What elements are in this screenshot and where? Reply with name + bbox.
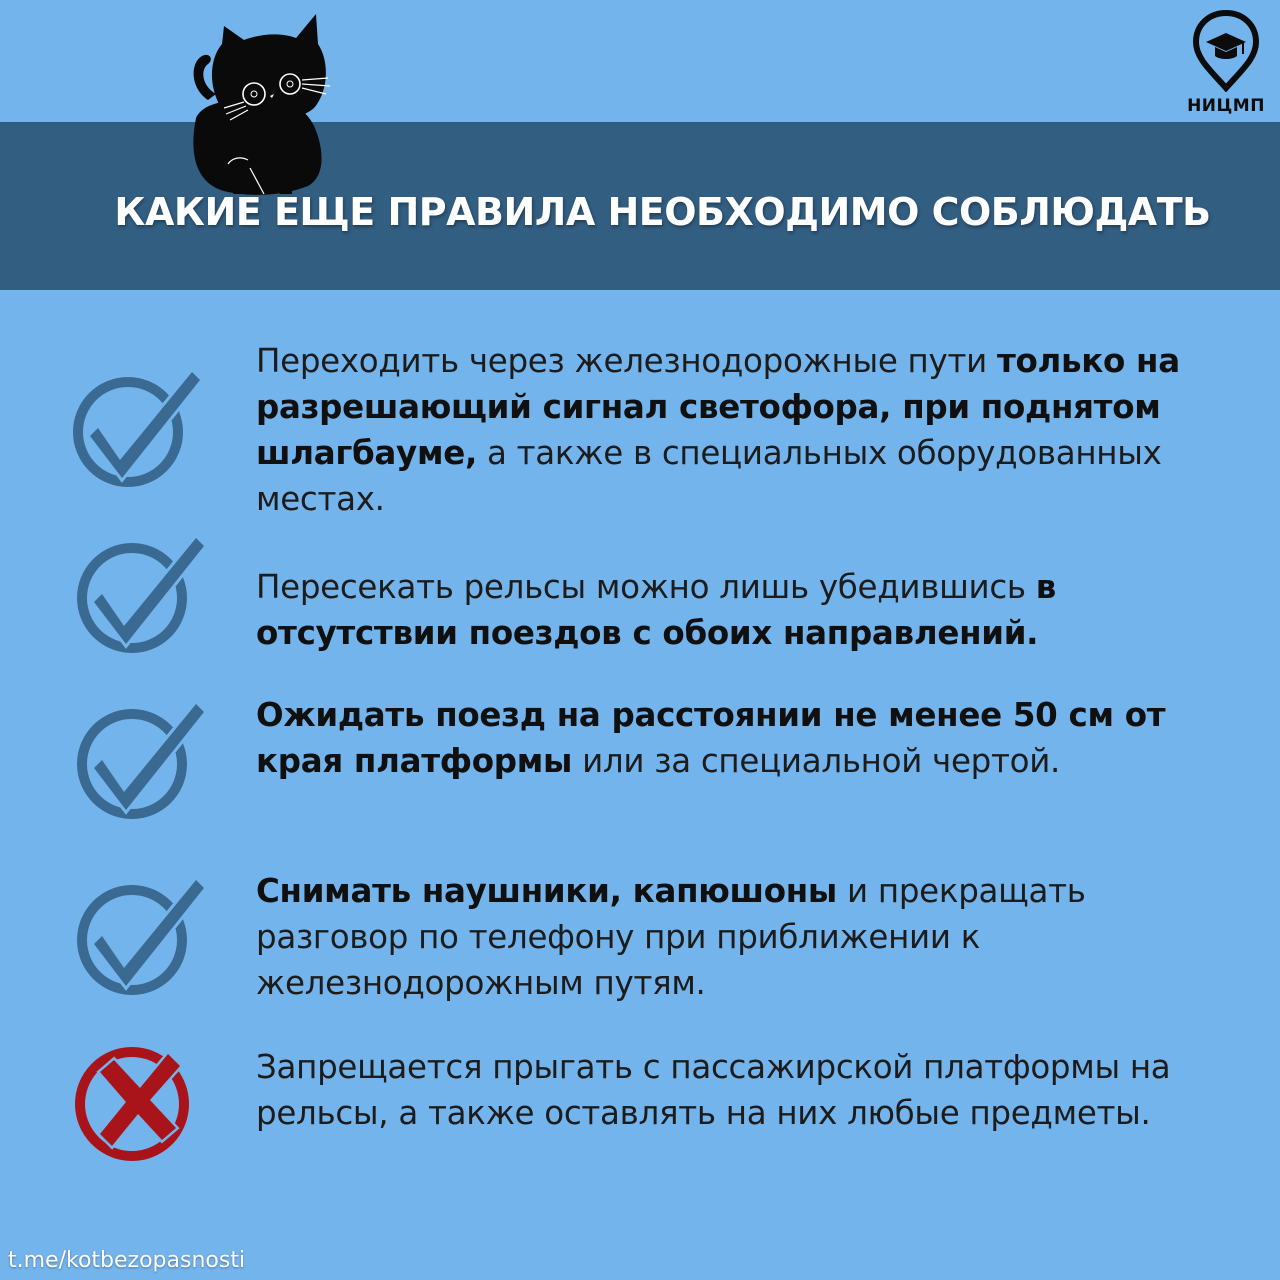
nicmp-logo	[1178, 8, 1274, 114]
rule-3-text	[256, 692, 1236, 784]
graduation-cap-map-pin-icon	[1188, 8, 1264, 92]
black-cat-icon	[168, 8, 340, 198]
rule-2-text	[256, 564, 1236, 656]
rule-5-text	[256, 1044, 1236, 1136]
rule-1-text	[256, 338, 1236, 522]
cross-icon	[68, 1036, 208, 1176]
telegram-link[interactable]: t.me/kotbezopasnosti	[8, 1248, 246, 1273]
logo-text: НИЦМП	[1187, 96, 1265, 116]
rule-text-regular: и прекращать разговор по телефону при приближении к железнодорожным путям.	[256, 872, 1086, 1002]
rule-text-bold: только на разрешающий сигнал светофора, при поднятом шлагбауме,	[256, 342, 1180, 472]
rule-text-regular: Запрещается прыгать с пассажирской платформы на рельсы, а также оставлять на них любые предметы.	[256, 1048, 1171, 1132]
rule-text-bold: Ожидать поезд на расстоянии не менее 50 см от края платформы	[256, 696, 1166, 780]
check-icon	[68, 364, 208, 504]
rule-4-text	[256, 868, 1236, 1006]
rule-text-bold: Снимать наушники, капюшоны	[256, 872, 838, 910]
rule-text-regular: Пересекать рельсы можно лишь убедившись	[256, 568, 1036, 606]
rule-text-regular: а также в специальных оборудованных местах.	[256, 434, 1162, 518]
rule-text-regular: или за специальной чертой.	[572, 742, 1061, 780]
check-icon	[72, 872, 212, 1012]
rule-text-regular: Переходить через железнодорожные пути	[256, 342, 997, 380]
check-icon	[72, 530, 212, 670]
check-icon	[72, 696, 212, 836]
rule-text-bold: в отсутствии поездов с обоих направлений.	[256, 568, 1057, 652]
page-title: КАКИЕ ЕЩЕ ПРАВИЛА НЕОБХОДИМО СОБЛЮДАТЬ	[114, 190, 1211, 234]
